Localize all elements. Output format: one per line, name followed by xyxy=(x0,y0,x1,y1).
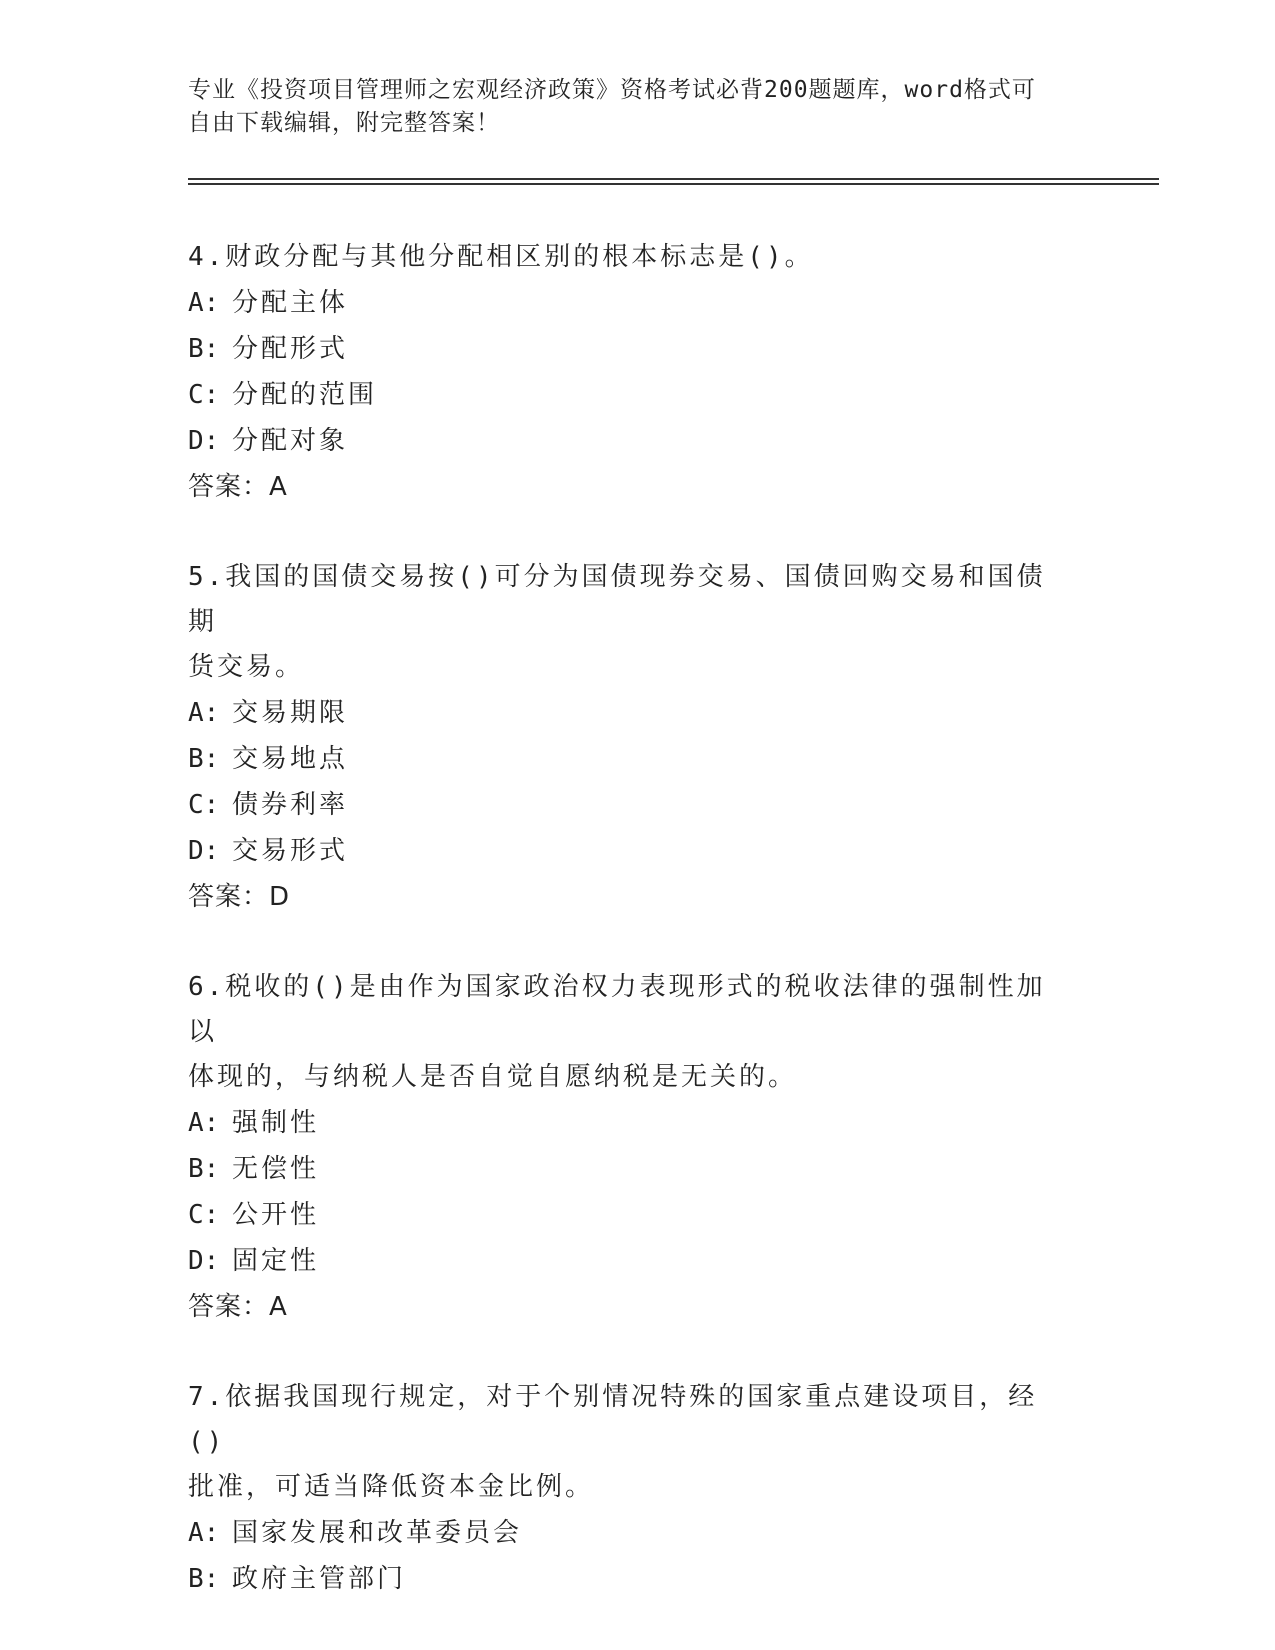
header-divider-bottom xyxy=(188,183,1159,185)
option-d xyxy=(188,828,1068,874)
answer-line: 答案：D xyxy=(188,882,291,912)
question-list xyxy=(188,235,1068,1647)
option-text: 交易地点 xyxy=(232,744,349,774)
option-text: 无偿性 xyxy=(232,1154,320,1184)
header-line-2: 自由下载编辑，附完整答案！ xyxy=(188,110,500,136)
option-text: 交易期限 xyxy=(232,698,349,728)
option-b xyxy=(188,326,1068,372)
option-letter: B: xyxy=(188,744,220,774)
option-letter: D: xyxy=(188,426,220,456)
option-c xyxy=(188,782,1068,828)
stem-line: 6.税收的()是由作为国家政治权力表现形式的税收法律的强制性加以 xyxy=(188,972,1046,1047)
option-b xyxy=(188,1556,1068,1602)
option-letter: D: xyxy=(188,836,220,866)
stem-line: 货交易。 xyxy=(188,652,305,682)
option-letter: B: xyxy=(188,334,220,364)
question-stem xyxy=(188,1375,1068,1510)
stem-line: 5.我国的国债交易按()可分为国债现券交易、国债回购交易和国债期 xyxy=(188,562,1046,637)
option-d xyxy=(188,1238,1068,1284)
option-text: 固定性 xyxy=(232,1246,320,1276)
option-text: 分配主体 xyxy=(232,288,349,318)
option-text: 交易形式 xyxy=(232,836,349,866)
header-divider-top xyxy=(188,178,1159,180)
question-6 xyxy=(188,965,1068,1330)
option-letter: C: xyxy=(188,1200,220,1230)
question-4 xyxy=(188,235,1068,510)
option-b xyxy=(188,1146,1068,1192)
option-text: 政府主管部门 xyxy=(232,1564,407,1594)
question-5 xyxy=(188,555,1068,920)
option-d xyxy=(188,418,1068,464)
option-a xyxy=(188,1100,1068,1146)
option-a xyxy=(188,280,1068,326)
option-letter: A: xyxy=(188,1108,220,1138)
option-text: 国家发展和改革委员会 xyxy=(232,1518,523,1548)
option-letter: A: xyxy=(188,1518,220,1548)
stem-line: 体现的，与纳税人是否自觉自愿纳税是无关的。 xyxy=(188,1062,798,1092)
option-letter: C: xyxy=(188,790,220,820)
option-a xyxy=(188,1510,1068,1556)
option-text: 分配形式 xyxy=(232,334,349,364)
option-text: 分配的范围 xyxy=(232,380,378,410)
stem-line: 7.依据我国现行规定，对于个别情况特殊的国家重点建设项目，经() xyxy=(188,1382,1038,1457)
question-7 xyxy=(188,1375,1068,1602)
document-header xyxy=(188,74,1088,140)
stem-line: 4.财政分配与其他分配相区别的根本标志是()。 xyxy=(188,242,814,272)
option-letter: D: xyxy=(188,1246,220,1276)
answer-line: 答案：A xyxy=(188,1292,288,1322)
option-a xyxy=(188,690,1068,736)
option-c xyxy=(188,372,1068,418)
question-stem xyxy=(188,965,1068,1100)
option-text: 分配对象 xyxy=(232,426,349,456)
option-c xyxy=(188,1192,1068,1238)
option-b xyxy=(188,736,1068,782)
option-text: 公开性 xyxy=(232,1200,320,1230)
question-stem xyxy=(188,555,1068,690)
option-letter: C: xyxy=(188,380,220,410)
answer-line: 答案：A xyxy=(188,472,288,502)
option-letter: A: xyxy=(188,288,220,318)
header-line-1: 专业《投资项目管理师之宏观经济政策》资格考试必背200题题库，word格式可 xyxy=(188,77,1036,103)
option-text: 强制性 xyxy=(232,1108,320,1138)
option-letter: A: xyxy=(188,698,220,728)
option-text: 债券利率 xyxy=(232,790,349,820)
option-letter: B: xyxy=(188,1154,220,1184)
stem-line: 批准，可适当降低资本金比例。 xyxy=(188,1472,595,1502)
question-stem xyxy=(188,235,1068,280)
option-letter: B: xyxy=(188,1564,220,1594)
